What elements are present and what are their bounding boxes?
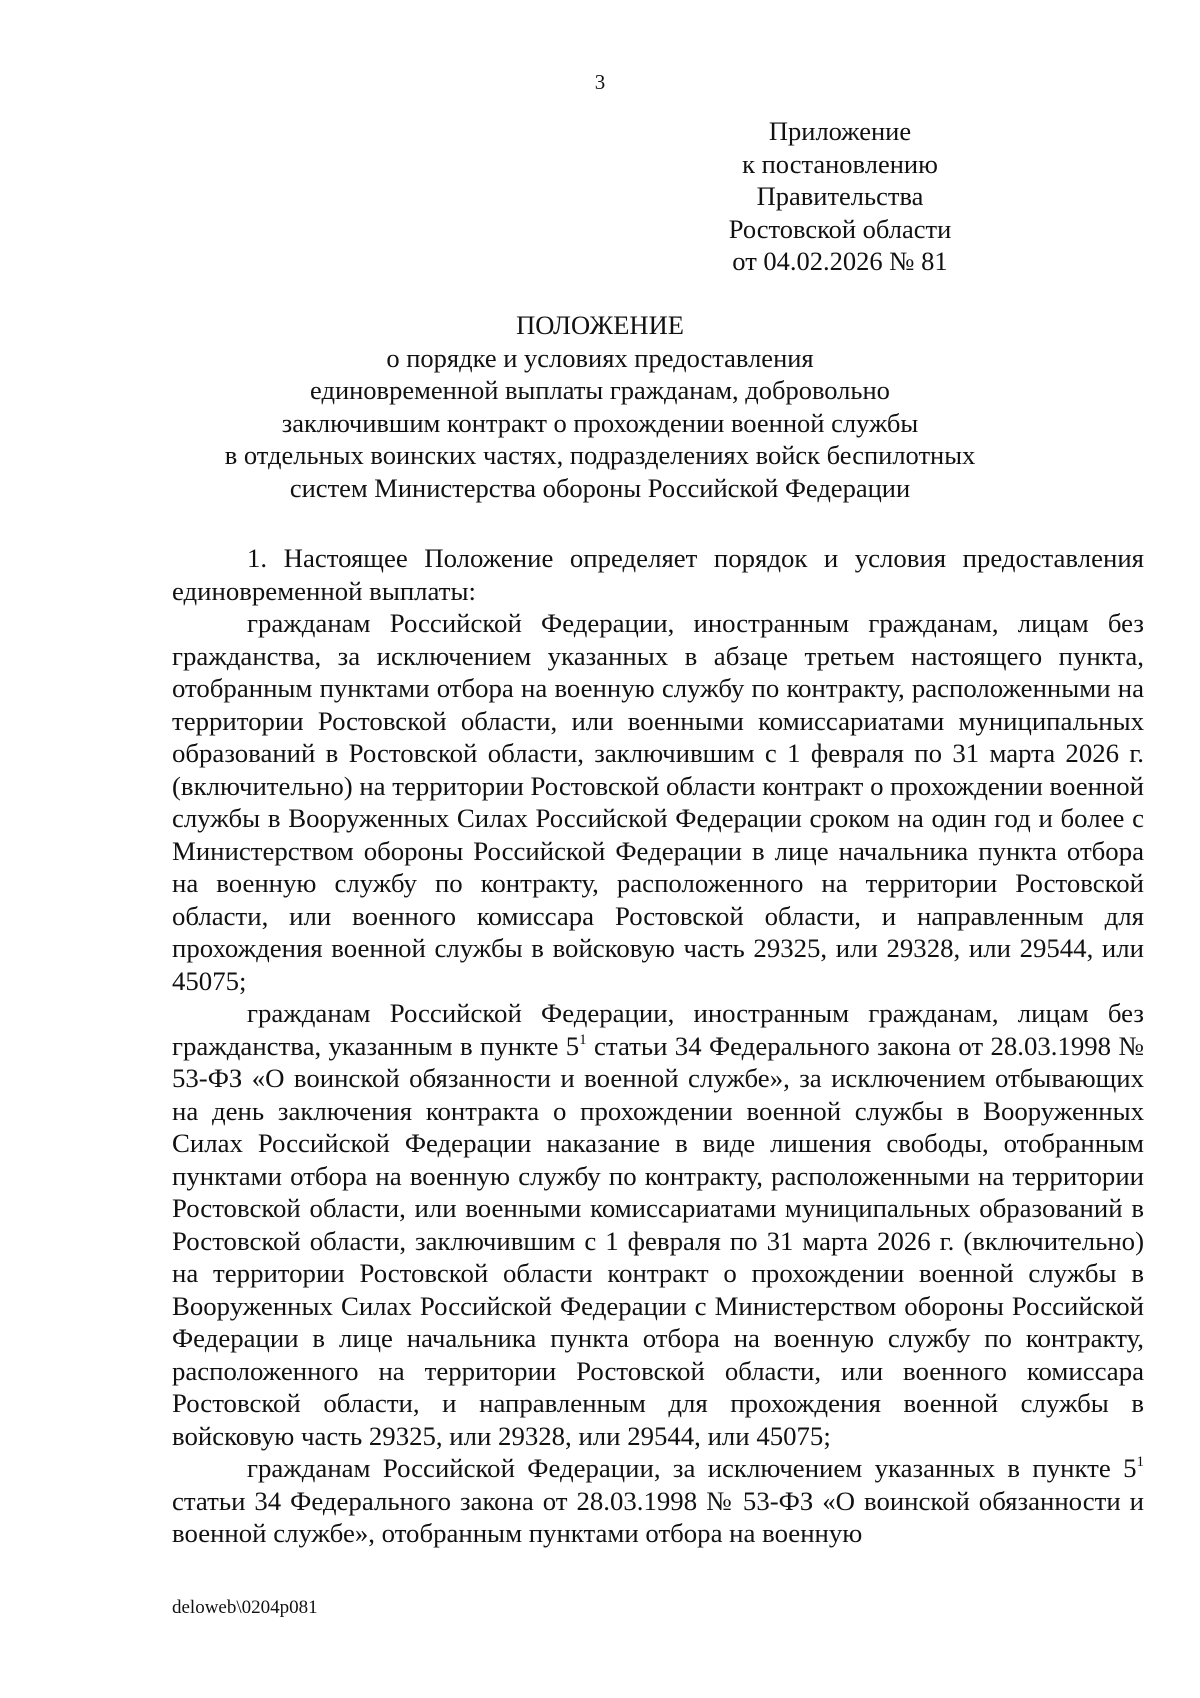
- document-title: [0, 309, 1200, 504]
- paragraph: 1. Настоящее Положение определяет порядок и условия предоставления единовременной выплаты:: [172, 543, 1144, 606]
- page-number: 3: [594, 70, 606, 94]
- file-code: deloweb\0204p081: [172, 1597, 318, 1618]
- annex-line: от 04.02.2026 № 81: [732, 246, 948, 276]
- paragraph: [172, 997, 1144, 1452]
- title-line: в отдельных воинских частях, подразделениях войск беспилотных: [224, 440, 976, 470]
- title-line: единовременной выплаты гражданам, добровольно: [310, 375, 890, 405]
- paragraph-text: гражданам Российской Федерации, за исключением указанных в пункте 5: [247, 1453, 1137, 1483]
- title-line: заключившим контракт о прохождении военной службы: [281, 407, 919, 438]
- title-line: систем Министерства обороны Российской Федерации: [289, 472, 911, 503]
- annex-line: к постановлению: [742, 148, 938, 179]
- paragraph-text: статьи 34 Федерального закона от 28.03.1998 № 53-ФЗ «О воинской обязанности и военной службе», отобранным пунктами отбора на военную: [172, 1485, 1144, 1548]
- paragraph-text: статьи 34 Федерального закона от 28.03.1998 № 53-ФЗ «О воинской обязанности и военной службе», за исключением отбывающих на день заключения контракта о прохождении военной службы в Вооруженных Силах Российской Федерации наказание в виде лишения свободы, отобранным пунктами отбора на военную службу по контракту, расположенными на территории Ростовской области, или военными комиссариатами муниципальных образований в Ростовской области, заключившим с 1 февраля по 31 марта 2026 г. (включительно) на территории Ростовской области контракт о прохождении военной службы в Вооруженных Силах Российской Федерации с Министерством обороны Российской Федерации в лице начальника пункта отбора на военную службу по контракту, расположенного на территории Ростовской области, или военного комиссара Ростовской области, и направленным для прохождения военной службы в войсковую часть 29325, или 29328, или 29544, или 45075;: [172, 1030, 1145, 1451]
- annex-line: Правительства: [756, 181, 924, 211]
- paragraph-text: гражданам Российской Федерации, иностранным гражданам, лицам без гражданства, указанным в пункте 5: [172, 998, 1144, 1061]
- title-line: о порядке и условиях предоставления: [386, 342, 814, 373]
- superscript-reference: 1: [579, 1031, 587, 1048]
- paragraph: [172, 1452, 1144, 1550]
- title-heading: ПОЛОЖЕНИЕ: [516, 310, 684, 340]
- annex-line: Приложение: [768, 116, 912, 146]
- superscript-reference: 1: [1136, 1454, 1144, 1470]
- document-body: [172, 542, 1144, 1550]
- paragraph: гражданам Российской Федерации, иностранным гражданам, лицам без гражданства, за исключением указанных в абзаце третьем настоящего пункта, отобранным пунктами отбора на военную службу по контракту, расположенными на территории Ростовской области, или военными комиссариатами муниципальных образований в Ростовской области, заключившим с 1 февраля по 31 марта 2026 г. (включительно) на территории Ростовской области контракт о прохождении военной службы в Вооруженных Силах Российской Федерации сроком на один год и более с Министерством обороны Российской Федерации в лице начальника пункта отбора на военную службу по контракту, расположенного на территории Ростовской области, или военного комиссара Ростовской области, и направленным для прохождения военной службы в войсковую часть 29325, или 29328, или 29544, или 45075;: [172, 608, 1145, 996]
- annex-block: [640, 115, 1040, 278]
- annex-line: Ростовской области: [728, 213, 952, 244]
